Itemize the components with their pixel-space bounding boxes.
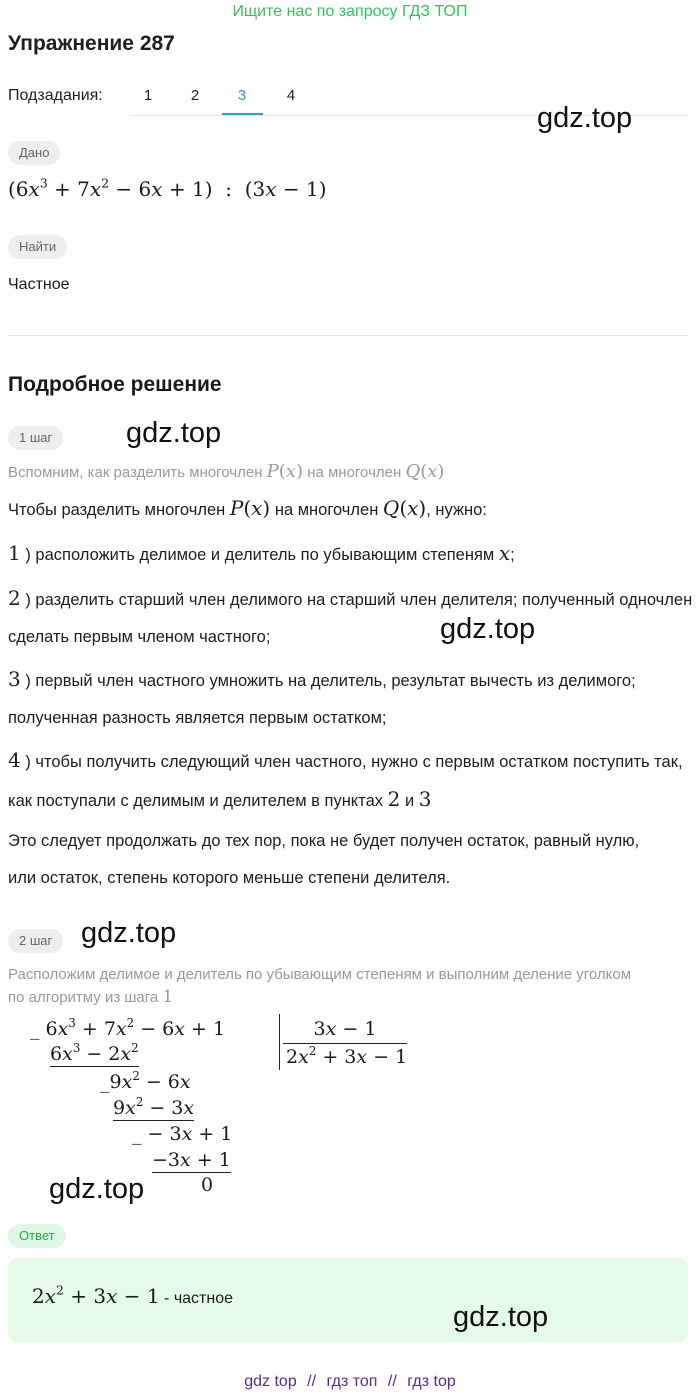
solution-title: Подробное решение: [8, 373, 222, 396]
long-division: _ $6x^3 + 7x^2 - 6x + 1$ 3x − 1 $2x^2 + 3x - 1$ $6x^3 - 2x^2$ $\_9x^2 - 6x$ $9x^2 - 3x$ _ − 3x + 1 −3x + 1 0: [30, 1015, 408, 1196]
step1-intro: Чтобы разделить многочлен P(x) на многочлен Q(x), нужно:: [8, 496, 487, 520]
subtasks-label: Подзадания:: [8, 87, 103, 104]
step1-item-3: 3 ) первый член частного умножить на делитель, результат вычесть из делимого; полученная разность является первым остатком;: [8, 667, 636, 727]
watermark: gdz.top: [126, 417, 222, 449]
watermark: gdz.top: [537, 102, 633, 134]
subtask-tab-4[interactable]: 4: [286, 87, 296, 104]
given-expression: $(6x^3 + 7x^2 - 6x + 1)$ : (3x − 1): [8, 175, 327, 201]
find-value: Частное: [8, 276, 70, 293]
answer-badge: Ответ: [8, 1224, 66, 1248]
step1-item-4: 4 ) чтобы получить следующий член частного, нужно с первым остатком поступить так, как поступали с делимым и делителем в пунктах 2 и 3: [8, 748, 683, 811]
step1-item-2: 2 ) разделить старший член делимого на старший член делителя; полученный одночлен сделать первым членом частного;: [8, 586, 693, 646]
footer-link-1[interactable]: gdz top: [244, 1373, 297, 1390]
footer-links: gdz top // гдз топ // гдз top: [244, 1373, 456, 1390]
answer-text: $2x^2 + 3x - 1$ - частное: [32, 1282, 234, 1308]
step1-conclusion: Это следует продолжать до тех пор, пока не будет получен остаток, равный нулю, или остаток, степень которого меньше степени делителя.: [8, 832, 640, 887]
watermark: gdz.top: [81, 917, 177, 949]
watermark: gdz.top: [440, 613, 536, 645]
footer-link-2[interactable]: гдз топ: [326, 1373, 378, 1390]
step1-item-1: 1 ) расположить делимое и делитель по убывающим степеням x;: [8, 541, 515, 565]
subtask-tab-2[interactable]: 2: [190, 87, 200, 104]
section-divider: [8, 335, 688, 336]
step2-hint: Расположим делимое и делитель по убывающим степеням и выполним деление уголком по алгоритму из шага 1: [8, 966, 632, 1007]
find-badge: Найти: [8, 235, 67, 259]
subtask-tab-1[interactable]: 1: [143, 87, 153, 104]
given-badge: Дано: [8, 141, 60, 165]
active-tab-indicator: [222, 113, 263, 115]
page-title: Упражнение 287: [8, 32, 175, 55]
step1-badge: 1 шаг: [8, 426, 63, 450]
watermark: gdz.top: [49, 1173, 145, 1205]
footer-link-3[interactable]: гдз top: [407, 1373, 456, 1390]
subtask-tab-3[interactable]: 3: [237, 87, 247, 104]
step1-hint: Вспомним, как разделить многочлен P(x) на многочлен Q(x): [8, 461, 445, 482]
watermark: gdz.top: [453, 1301, 549, 1333]
promo-banner: Ищите нас по запросу ГДЗ ТОП: [232, 3, 468, 20]
step2-badge: 2 шаг: [8, 929, 63, 953]
